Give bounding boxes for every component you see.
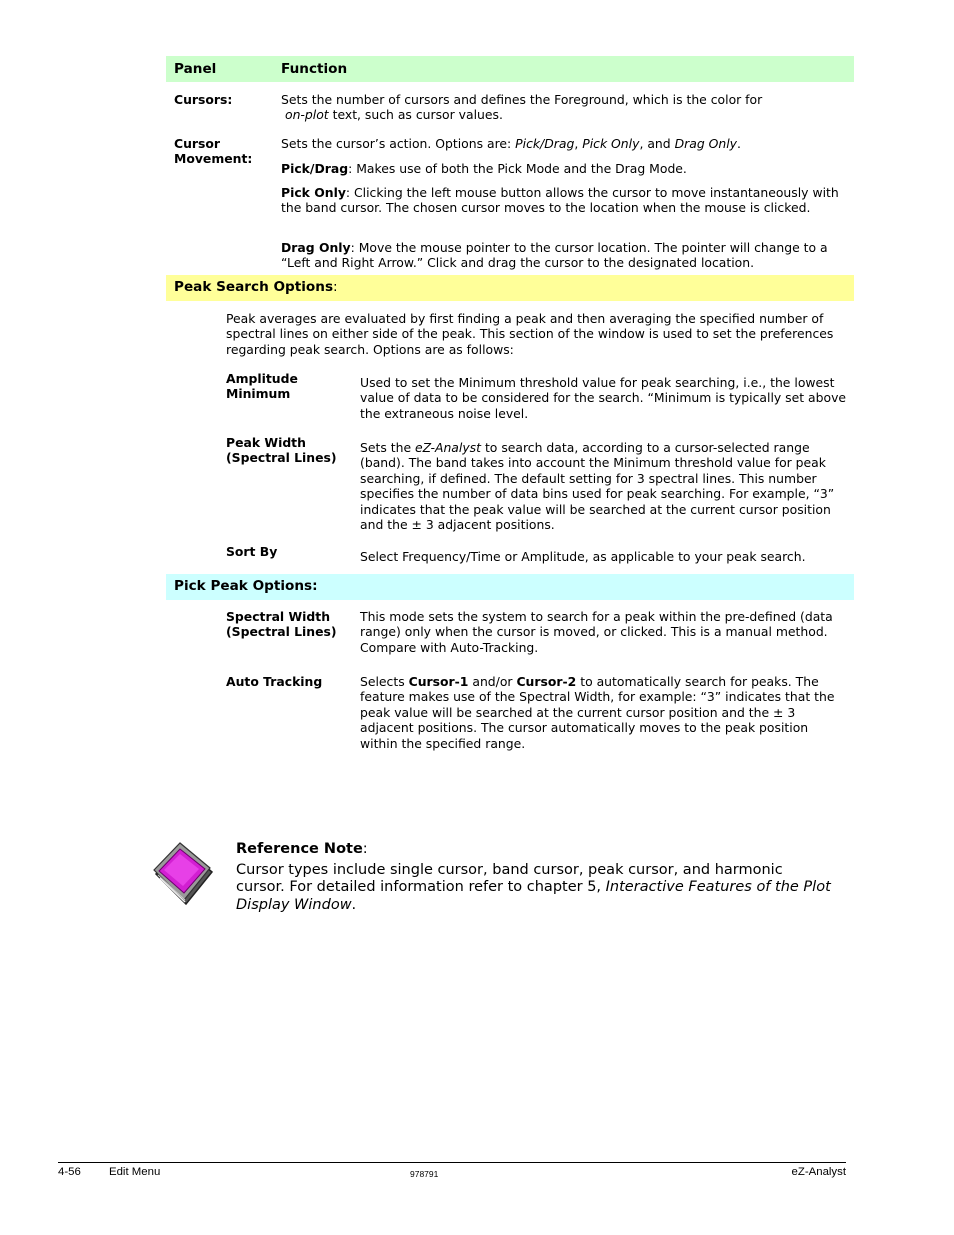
footer-product: eZ-Analyst (791, 1166, 846, 1178)
intro-opt3: Drag Only (674, 136, 738, 151)
pick-only-label: Pick Only (281, 185, 346, 200)
reference-note (236, 841, 836, 914)
pick-drag-label: Pick/Drag (281, 161, 349, 176)
chapter-title: Interactive Features of the Plot Display Window (236, 879, 831, 913)
sort-by-text: Select Frequency/Time or Amplitude, as applicable to your peak search. (360, 549, 806, 564)
footer-section: Edit Menu (109, 1166, 161, 1178)
peak-search-heading: Peak Search Options: (174, 279, 338, 295)
drag-only-description (281, 240, 847, 271)
footer-rule (58, 1162, 846, 1163)
pick-peak-heading-bar (166, 574, 854, 600)
cursor-movement-intro (281, 136, 847, 151)
intro-end: . (737, 136, 741, 151)
pick-drag-description (281, 161, 847, 176)
pick-only-description (281, 185, 847, 216)
cursors-line1: Sets the number of cursors and defines the Foreground, which is the color for (281, 92, 763, 107)
cursor-movement-label (174, 136, 252, 167)
drag-only-label: Drag Only (281, 240, 351, 255)
intro-sep2: , and (639, 136, 675, 151)
intro-opt2: Pick Only (582, 136, 640, 151)
ez-analyst-term: eZ-Analyst (415, 440, 481, 455)
book-icon (152, 840, 216, 908)
cursor-2-term: Cursor-2 (516, 674, 577, 689)
panel-column-header: Panel (174, 61, 217, 77)
intro-opt1: Pick/Drag (515, 136, 575, 151)
pick-peak-heading: Pick Peak Options: (174, 578, 318, 594)
pick-drag-text: : Makes use of both the Pick Mode and the Drag Mode. (348, 161, 687, 176)
reference-note-text: Cursor types include single cursor, band cursor, peak cursor, and harmonic cursor. For detailed information refer to chapter 5, Interactive Features of the Plot Display Window. (236, 862, 831, 913)
spectral-width-text: This mode sets the system to search for a peak within the pre-defined (data range) only when the cursor is moved, or clicked. This is a manual method. Compare with Auto-Tracking. (360, 609, 833, 655)
peak-width-label: Peak Width (Spectral Lines) (226, 435, 337, 466)
cursor-movement-label-line2: Movement: (174, 151, 253, 167)
on-plot-term: on-plot (285, 107, 329, 123)
drag-only-text: : Move the mouse pointer to the cursor location. The pointer will change to a “Left and Right Arrow.” Click and drag the cursor to the designated location. (281, 240, 828, 271)
peak-search-intro: Peak averages are evaluated by first finding a peak and then averaging the specified number of spectral lines on either side of the peak. This section of the window is used to set the preferences regarding peak search. Options are as follows: (226, 311, 834, 357)
footer-page-number: 4-56 (58, 1166, 81, 1178)
auto-tracking-text: Selects Cursor-1 and/or Cursor-2 to automatically search for peaks. The feature makes use of the Spectral Width, for example: “3” indicates that the peak value will be searched at the current cursor position and the ± 3 adjacent positions. The cursor automatically moves to the peak position within the specified range. (360, 674, 835, 751)
amplitude-minimum-label: Amplitude Minimum (226, 371, 298, 402)
cursors-line2 (281, 107, 847, 122)
cursors-label: Cursors: (174, 92, 233, 107)
sort-by-label: Sort By (226, 544, 278, 559)
intro-sep1: , (574, 136, 583, 151)
peak-search-heading-bar (166, 275, 854, 301)
spectral-width-label: Spectral Width (Spectral Lines) (226, 609, 337, 640)
cursors-line2-rest: text, such as cursor values. (328, 107, 503, 123)
table-header-row (166, 56, 854, 82)
cursor-1-term: Cursor-1 (408, 674, 469, 689)
pick-only-text: : Clicking the left mouse button allows the cursor to move instantaneously with the band cursor. The chosen cursor moves to the location when the mouse is clicked. (281, 185, 839, 216)
amplitude-minimum-text: Used to set the Minimum threshold value for peak searching, i.e., the lowest value of data to be considered for the search. “Minimum is typically set above the extraneous noise level. (360, 375, 847, 421)
reference-note-title: Reference Note: (236, 841, 368, 857)
footer-doc-number: 978791 (410, 1169, 439, 1179)
auto-tracking-label: Auto Tracking (226, 674, 323, 689)
peak-width-text: Sets the eZ-Analyst to search data, according to a cursor-selected range (band). The band takes into account the Minimum threshold value for peak searching, if defined. The default setting for 3 spectral lines. This number specifies the number of data bins used for peak searching. For example, “3” indicates that the peak value will be searched at the current cursor position and the ± 3 adjacent positions. (360, 440, 835, 533)
intro-pre: Sets the cursor’s action. Options are: (281, 136, 516, 151)
cursors-description (281, 92, 847, 123)
function-column-header: Function (281, 61, 348, 77)
cursor-movement-label-line1: Cursor (174, 136, 221, 151)
